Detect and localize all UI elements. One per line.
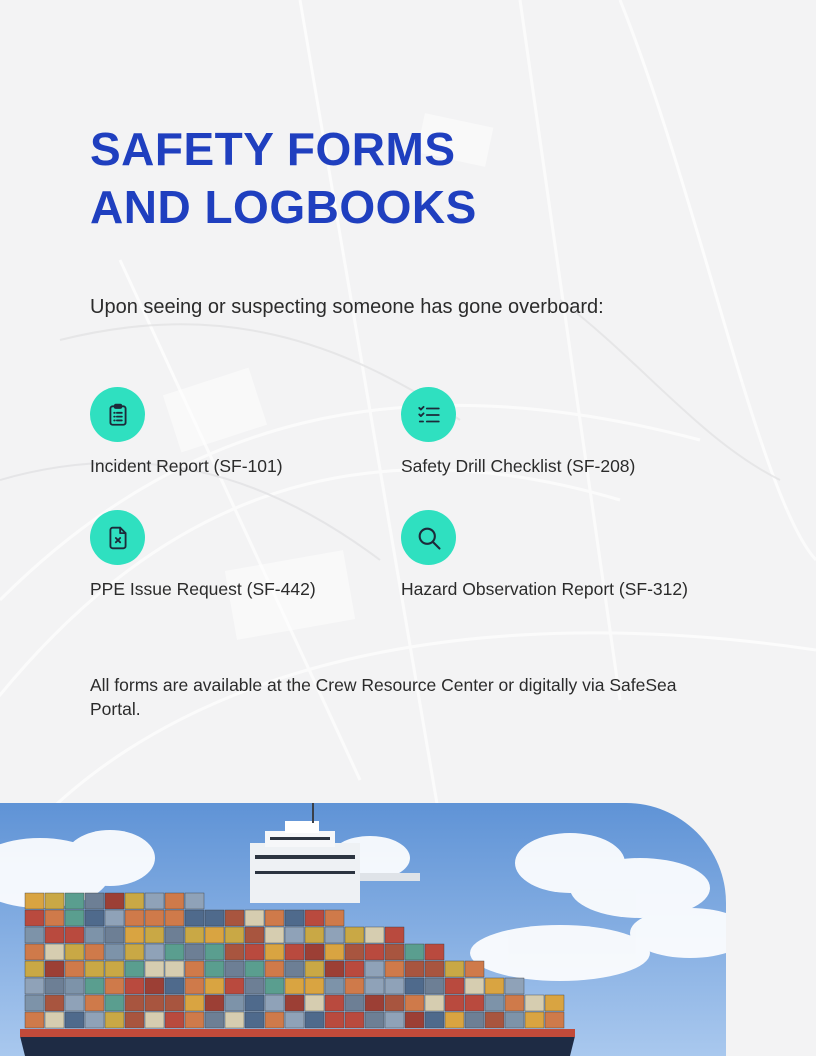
search-icon: [401, 510, 456, 565]
title-line-1: SAFETY FORMS: [90, 123, 456, 175]
clipboard-icon: [90, 387, 145, 442]
file-x-icon: [90, 510, 145, 565]
form-item-incident-report: [90, 387, 283, 477]
availability-note: All forms are available at the Crew Resource Center or digitally via SafeSea Portal.: [90, 675, 677, 719]
form-label-hazard-observation-report: Hazard Observation Report (SF-312): [401, 579, 688, 599]
intro-text: Upon seeing or suspecting someone has gone overboard:: [90, 296, 604, 318]
form-label-incident-report: Incident Report (SF-101): [90, 456, 283, 476]
page-title: [90, 120, 477, 236]
form-label-safety-drill-checklist: Safety Drill Checklist (SF-208): [401, 456, 636, 476]
form-item-ppe-issue-request: [90, 510, 316, 600]
form-item-hazard-observation-report: [401, 510, 688, 600]
title-line-2: AND LOGBOOKS: [90, 181, 477, 233]
container-ship-photo: [0, 803, 726, 1056]
form-item-safety-drill-checklist: [401, 387, 635, 477]
checklist-icon: [401, 387, 456, 442]
form-label-ppe-issue-request: PPE Issue Request (SF-442): [90, 579, 316, 599]
